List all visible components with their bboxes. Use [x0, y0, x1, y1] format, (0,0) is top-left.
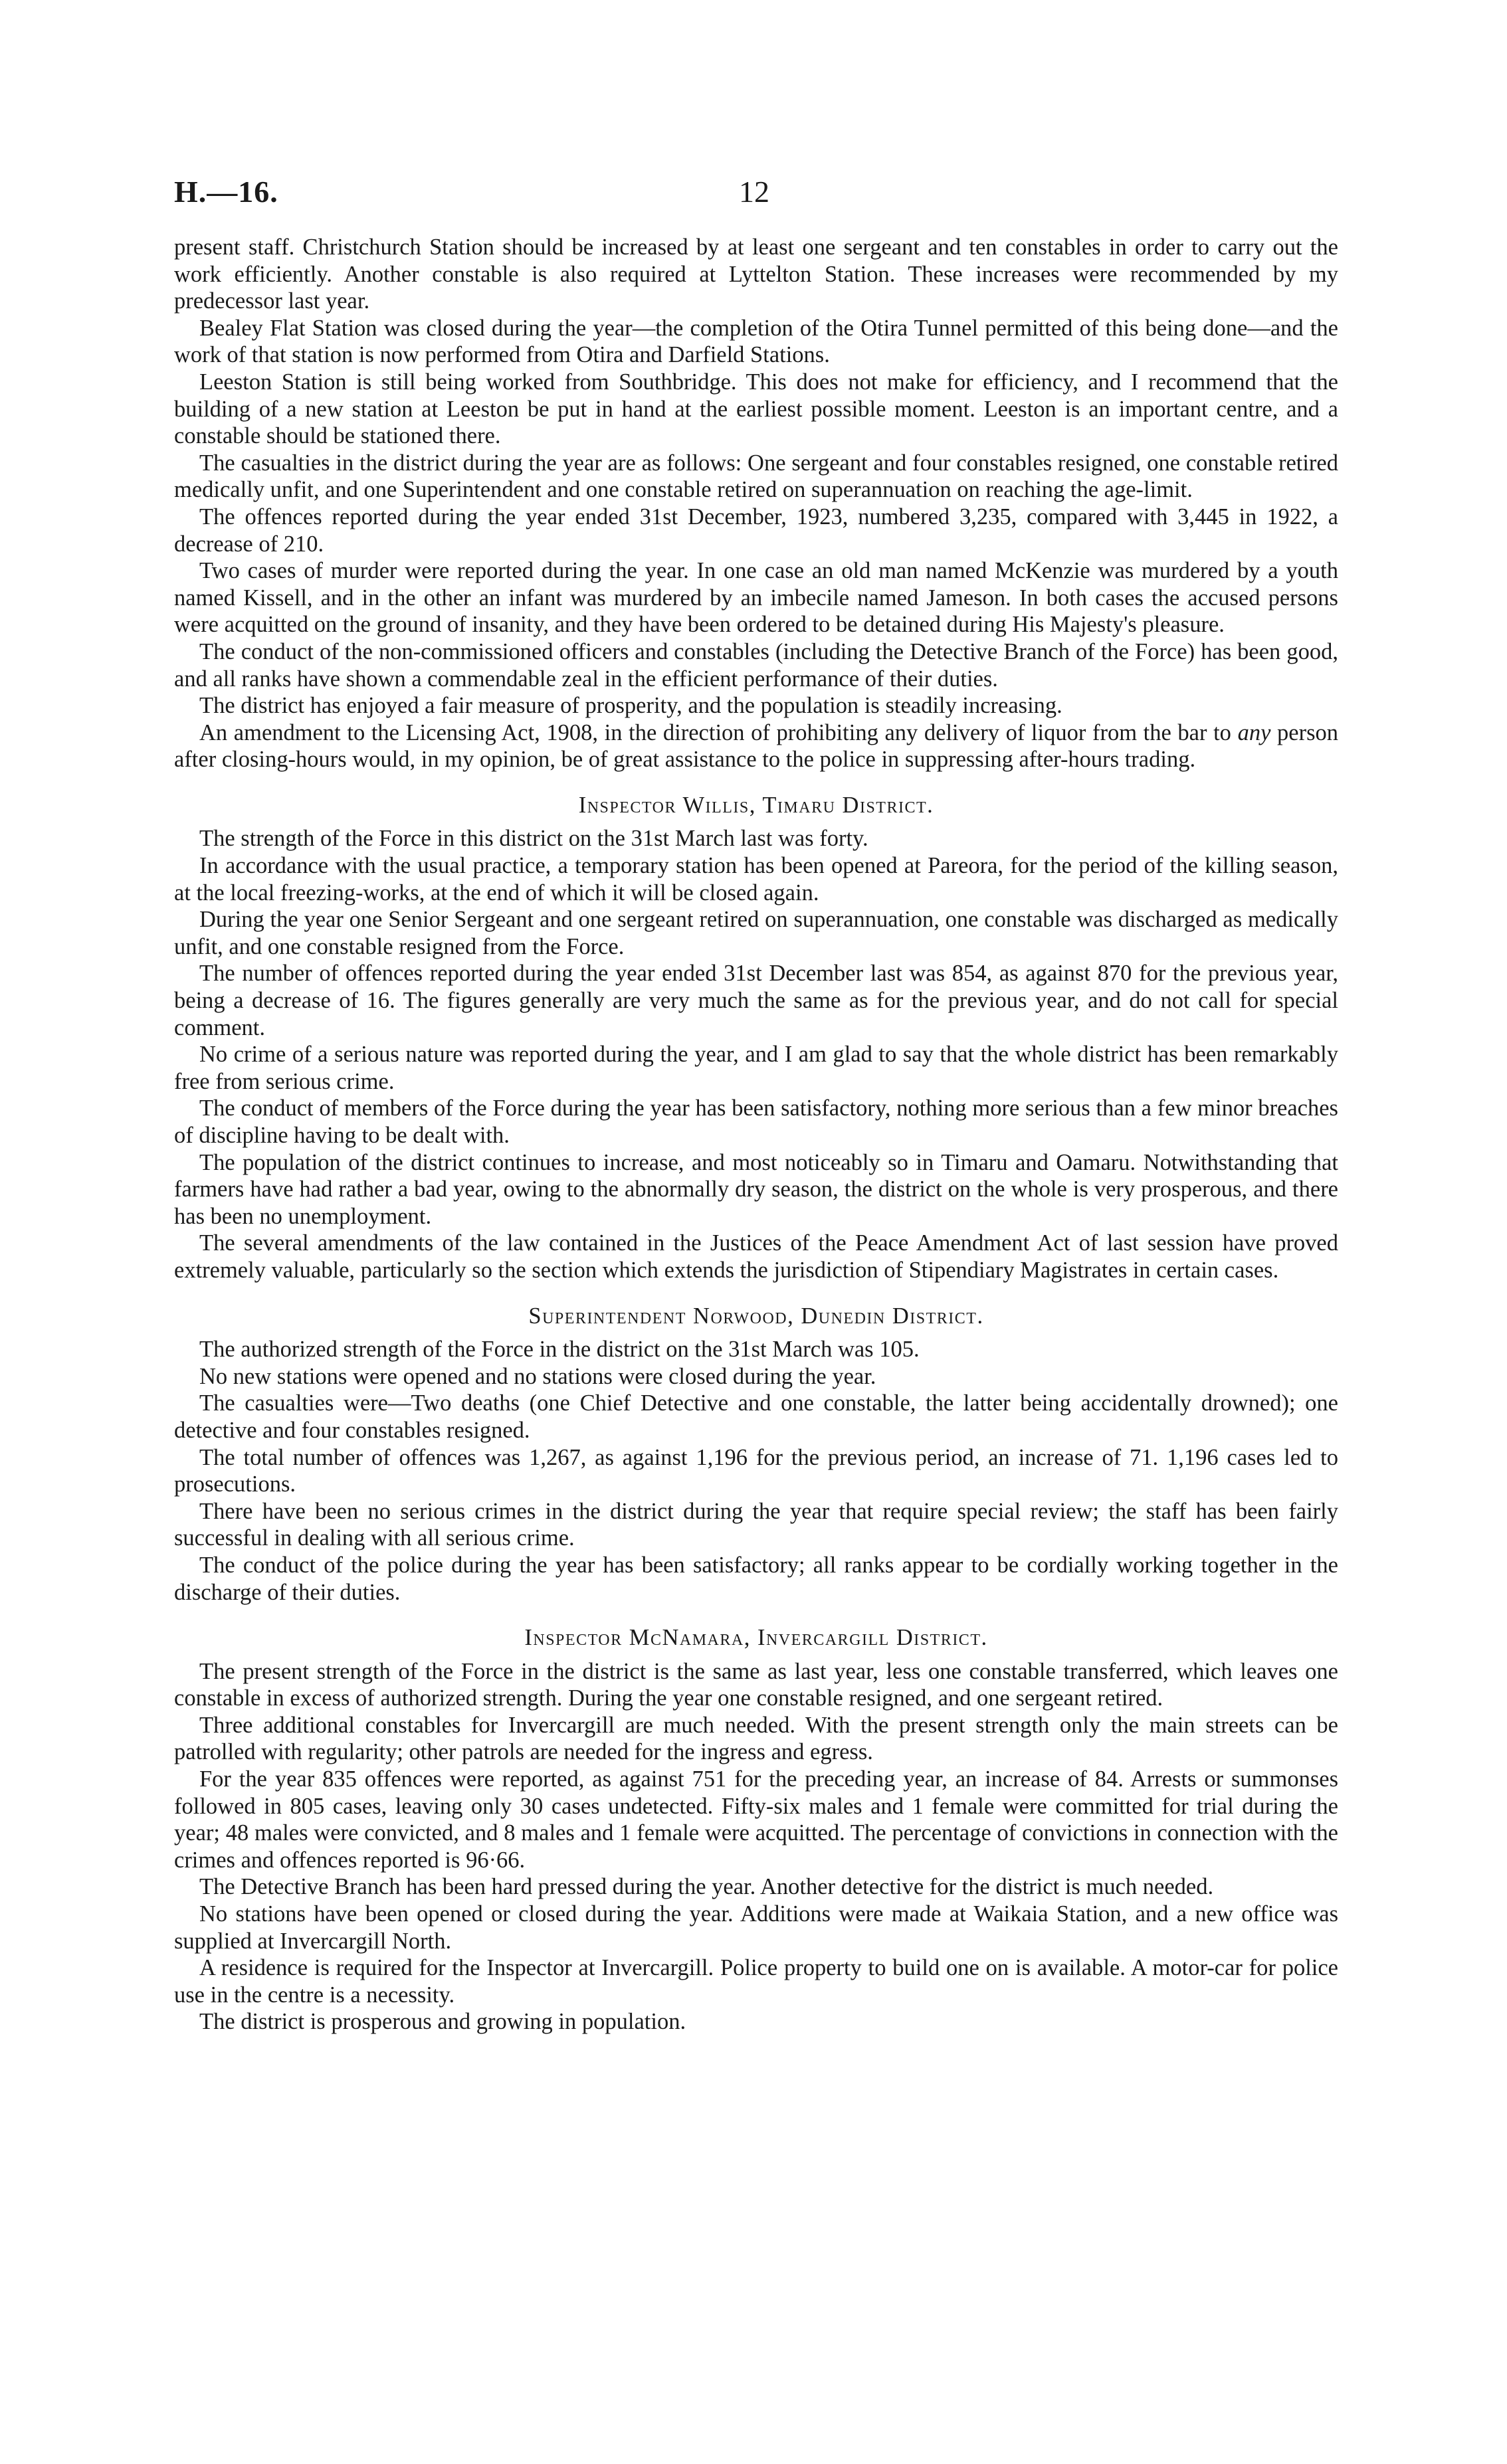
- paragraph: The several amendments of the law contained in the Justices of the Peace Amendment Act of last session have proved extremely valuable, particularly so the section which extends the jurisdiction of Stipendiary Magistrates in certain cases.: [174, 1230, 1338, 1283]
- licensing-text-before: An amendment to the Licensing Act, 1908, in the direction of prohibiting any delivery of liquor from the bar to: [199, 719, 1238, 745]
- paragraph: The present strength of the Force in the district is the same as last year, less one constable transferred, which leaves one constable in excess of authorized strength. During the year one constable resigned, and one sergeant retired.: [174, 1658, 1338, 1711]
- paragraph: The number of offences reported during the year ended 31st December last was 854, as against 870 for the previous year, being a decrease of 16. The figures generally are very much the same as for the previous year, and do not call for special comment.: [174, 961, 1338, 1040]
- section-dunedin-district: [174, 1303, 1338, 1606]
- page-number: 12: [739, 175, 769, 209]
- section-heading: Superintendent Norwood, Dunedin District.: [528, 1303, 984, 1329]
- document-reference: H.—16.: [174, 175, 278, 209]
- paragraph: Two cases of murder were reported during the year. In one case an old man named McKenzie was murdered by a youth named Kissell, and in the other an infant was murdered by an imbecile named Jameson. In both cases the accused persons were acquitted on the ground of insanity, and they have been ordered to be detained during His Majesty's pleasure.: [174, 558, 1338, 638]
- section-heading: Inspector Willis, Timaru District.: [578, 792, 934, 818]
- paragraph: The casualties were—Two deaths (one Chief Detective and one constable, the latter being accidentally drowned); one detective and four constables resigned.: [174, 1390, 1338, 1443]
- paragraph: The district is prosperous and growing in population.: [199, 2009, 686, 2035]
- paragraph: The district has enjoyed a fair measure of prosperity, and the population is steadily increasing.: [199, 693, 1062, 719]
- paragraph: No crime of a serious nature was reported during the year, and I am glad to say that the whole district has been remarkably free from serious crime.: [174, 1042, 1338, 1094]
- paragraph: The casualties in the district during the year are as follows: One sergeant and four constables resigned, one constable retired medically unfit, and one Superintendent and one constable retired on superannuation on reaching the age-limit.: [174, 450, 1338, 503]
- paragraph: The Detective Branch has been hard pressed during the year. Another detective for the district is much needed.: [199, 1874, 1214, 1900]
- paragraph: In accordance with the usual practice, a temporary station has been opened at Pareora, for the period of the killing season, at the local freezing-works, at the end of which it will be closed again.: [174, 853, 1338, 905]
- paragraph: The conduct of the non-commissioned officers and constables (including the Detective Branch of the Force) has been good, and all ranks have shown a commendable zeal in the efficient performance of their duties.: [174, 638, 1338, 692]
- paragraph: A residence is required for the Inspector at Invercargill. Police property to build one on is available. A motor-car for police use in the centre is a necessity.: [174, 1955, 1338, 2008]
- paragraph: Leeston Station is still being worked from Southbridge. This does not make for efficiency, and I recommend that the building of a new station at Leeston be put in hand at the earliest possible moment. Leeston is an important centre, and a constable should be stationed there.: [174, 369, 1338, 449]
- licensing-text-after: person after closing-hours would, in my opinion, be of great assistance to the police in suppressing after-hours trading.: [174, 719, 1338, 773]
- paragraph: No new stations were opened and no stations were closed during the year.: [199, 1363, 876, 1389]
- paragraph: present staff. Christchurch Station should be increased by at least one sergeant and ten constables in order to carry out the work efficiently. Another constable is also required at Lyttelton Station. These increases were recommended by my predecessor last year.: [174, 235, 1338, 314]
- christchurch-district-continuation: [174, 234, 1338, 773]
- section-heading: Inspector McNamara, Invercargill District.: [524, 1625, 988, 1651]
- paragraph: No stations have been opened or closed during the year. Additions were made at Waikaia Station, and a new office was supplied at Invercargill North.: [174, 1901, 1338, 1954]
- page-header: [174, 174, 1338, 221]
- paragraph: The authorized strength of the Force in the district on the 31st March was 105.: [199, 1337, 920, 1363]
- paragraph: The strength of the Force in this district on the 31st March last was forty.: [199, 826, 868, 852]
- licensing-paragraph: [174, 719, 1338, 773]
- page-body: [174, 234, 1338, 2036]
- paragraph: During the year one Senior Sergeant and one sergeant retired on superannuation, one constable was discharged as medically unfit, and one constable resigned from the Force.: [174, 907, 1338, 959]
- paragraph: Three additional constables for Invercargill are much needed. With the present strength only the main streets can be patrolled with regularity; other patrols are needed for the ingress and egress.: [174, 1712, 1338, 1765]
- licensing-emphasis: any: [1237, 719, 1271, 745]
- paragraph: The conduct of the police during the year has been satisfactory; all ranks appear to be cordially working together in the discharge of their duties.: [174, 1552, 1338, 1605]
- paragraph: The total number of offences was 1,267, as against 1,196 for the previous period, an increase of 71. 1,196 cases led to prosecutions.: [174, 1444, 1338, 1497]
- paragraph: The offences reported during the year ended 31st December, 1923, numbered 3,235, compared with 3,445 in 1922, a decrease of 210.: [174, 504, 1338, 557]
- paragraph: The population of the district continues to increase, and most noticeably so in Timaru and Oamaru. Notwithstanding that farmers have had rather a bad year, owing to the abnormally dry season, the district on the whole is very prosperous, and there has been no unemployment.: [174, 1149, 1338, 1229]
- section-timaru-district: [174, 792, 1338, 1284]
- paragraph: For the year 835 offences were reported, as against 751 for the preceding year, an increase of 84. Arrests or summonses followed in 805 cases, leaving only 30 cases undetected. Fifty-six males and 1 female were committed for trial during the year; 48 males were convicted, and 8 males and 1 female were acquitted. The percentage of convictions in connection with the crimes and offences reported is 96·66.: [174, 1766, 1338, 1873]
- paragraph: Bealey Flat Station was closed during the year—the completion of the Otira Tunnel permitted of this being done—and the work of that station is now performed from Otira and Darfield Stations.: [174, 315, 1338, 368]
- paragraph: The conduct of members of the Force during the year has been satisfactory, nothing more serious than a few minor breaches of discipline having to be dealt with.: [174, 1095, 1338, 1148]
- paragraph: There have been no serious crimes in the district during the year that require special review; the staff has been fairly successful in dealing with all serious crime.: [174, 1498, 1338, 1551]
- section-invercargill-district: [174, 1624, 1338, 2036]
